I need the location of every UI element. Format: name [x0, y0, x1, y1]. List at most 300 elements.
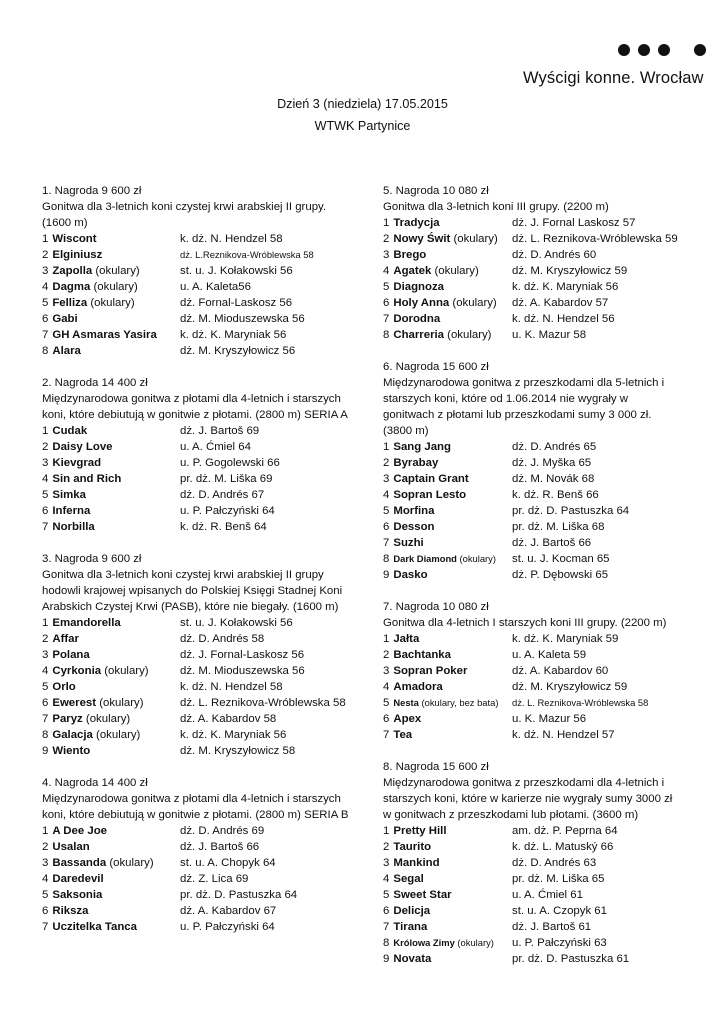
entry-row — [42, 471, 362, 487]
jockey-weight: dż. J. Myška 65 — [512, 457, 592, 469]
horse-cell — [42, 295, 180, 311]
horse-note: (okulary) — [431, 265, 479, 277]
horse-name: Segal — [393, 873, 424, 885]
horse-name: Cyrkonia — [52, 665, 102, 677]
horse-name: Królowa Zimy — [393, 937, 455, 948]
race-heading: 2. Nagroda 14 400 zł — [42, 377, 148, 389]
entry-row — [383, 263, 713, 279]
horse-cell — [383, 503, 512, 519]
horse-name: Dark Diamond — [393, 553, 457, 564]
entry-number: 3 — [383, 857, 390, 869]
horse-cell — [42, 503, 180, 519]
race-heading: 5. Nagroda 10 080 zł — [383, 185, 489, 197]
entry-number: 7 — [42, 921, 49, 933]
entry-number: 6 — [383, 713, 390, 725]
horse-cell — [42, 471, 180, 487]
horse-cell — [383, 551, 512, 567]
race-heading: 4. Nagroda 14 400 zł — [42, 777, 148, 789]
entry-number: 1 — [383, 633, 390, 645]
horse-cell — [42, 903, 180, 919]
race-description: Gonitwa dla 4-letnich I starszych koni III grupy. (2200 m) — [383, 617, 667, 629]
entry-row — [42, 231, 362, 247]
entry-number: 4 — [383, 489, 390, 501]
logo-dot-icon — [658, 44, 670, 56]
race-description: Międzynarodowa gonitwa z przeszkodami dla 4-letnich i — [383, 777, 665, 789]
horse-name: Sopran Lesto — [393, 489, 467, 501]
entry-row — [42, 711, 362, 727]
horse-note: (okulary) — [454, 937, 494, 948]
jockey-weight: dż. J. Bartoš 66 — [180, 841, 260, 853]
jockey-weight: dż. A. Kabardov 67 — [180, 905, 277, 917]
jockey-weight: pr. dż. D. Pastuszka 64 — [180, 889, 298, 901]
jockey-weight: u. A. Ćmiel 61 — [512, 889, 583, 901]
horse-cell — [42, 343, 180, 359]
entry-number: 1 — [383, 217, 390, 229]
horse-cell — [383, 695, 512, 711]
entry-row — [383, 823, 713, 839]
jockey-weight: pr. dż. D. Pastuszka 64 — [512, 505, 630, 517]
race-description: gonitwach z płotami lub przeszkodami sumy 3 000 zł. — [383, 409, 652, 421]
entry-number: 2 — [383, 649, 390, 661]
entry-row — [383, 711, 713, 727]
entry-row — [383, 519, 713, 535]
horse-cell — [42, 647, 180, 663]
jockey-weight: k. dż. K. Maryniak 56 — [512, 281, 619, 293]
right-column — [383, 183, 713, 983]
jockey-weight: dż. M. Mioduszewska 56 — [180, 313, 305, 325]
entry-number: 8 — [42, 345, 49, 357]
entry-number: 5 — [383, 281, 390, 293]
entry-row — [42, 311, 362, 327]
race-heading: 3. Nagroda 9 600 zł — [42, 553, 142, 565]
horse-cell — [383, 903, 512, 919]
race-description: Gonitwa dla 3-letnich koni czystej krwi arabskiej II grupy — [42, 569, 324, 581]
jockey-weight: dż. D. Andrés 58 — [180, 633, 265, 645]
horse-name: Amadora — [393, 681, 443, 693]
entry-row — [42, 727, 362, 743]
horse-name: A Dee Joe — [52, 825, 107, 837]
horse-note: (okulary) — [449, 297, 497, 309]
entry-number: 2 — [42, 633, 49, 645]
entry-row — [42, 647, 362, 663]
entry-number: 4 — [383, 681, 390, 693]
race-heading: 7. Nagroda 10 080 zł — [383, 601, 489, 613]
jockey-weight: dż. J. Fornal Laskosz 57 — [512, 217, 636, 229]
horse-note: (okulary) — [92, 729, 141, 741]
entry-row — [42, 631, 362, 647]
horse-cell — [42, 695, 180, 711]
jockey-weight: pr. dż. M. Liška 68 — [512, 521, 605, 533]
entry-number: 2 — [383, 233, 390, 245]
horse-cell — [42, 855, 180, 871]
horse-name: Nesta — [393, 697, 419, 708]
jockey-weight: dż. D. Andrés 65 — [512, 441, 597, 453]
logo-text: Wyścigi konne. Wrocław — [523, 69, 704, 87]
horse-name: Captain Grant — [393, 473, 469, 485]
horse-cell — [42, 231, 180, 247]
race-description: Międzynarodowa gonitwa z płotami dla 4-letnich i starszych — [42, 393, 341, 405]
entry-number: 2 — [383, 457, 390, 469]
entry-row — [42, 887, 362, 903]
horse-name: GH Asmaras Yasira — [52, 329, 157, 341]
entry-row — [42, 743, 362, 759]
horse-cell — [383, 887, 512, 903]
entry-row — [383, 919, 713, 935]
horse-note: (okulary) — [106, 857, 154, 869]
jockey-weight: dż. M. Kryszyłowicz 59 — [512, 265, 628, 277]
jockey-weight: dż. M. Mioduszewska 56 — [180, 665, 305, 677]
horse-cell — [383, 631, 512, 647]
entry-row — [383, 567, 713, 583]
logo-dot-icon — [638, 44, 650, 56]
jockey-weight: pr. dż. M. Liška 69 — [180, 473, 273, 485]
horse-cell — [383, 487, 512, 503]
horse-cell — [383, 519, 512, 535]
horse-name: Usalan — [52, 841, 90, 853]
horse-name: Dasko — [393, 569, 428, 581]
entry-number: 8 — [383, 553, 390, 565]
horse-note: (okulary) — [96, 697, 144, 709]
entry-number: 6 — [383, 521, 390, 533]
entry-row — [383, 887, 713, 903]
horse-cell — [383, 231, 512, 247]
jockey-weight: u. P. Pałczyński 64 — [180, 505, 275, 517]
horse-note: (okulary) — [444, 329, 492, 341]
entry-number: 5 — [383, 697, 390, 709]
jockey-weight: u. A. Kaleta56 — [180, 281, 251, 293]
entry-row — [42, 519, 362, 535]
jockey-weight: dż. L. Reznikova-Wróblewska 58 — [512, 697, 649, 708]
horse-name: Ewerest — [52, 697, 97, 709]
entry-row — [42, 503, 362, 519]
horse-cell — [383, 215, 512, 231]
entry-row — [42, 839, 362, 855]
horse-name: Emandorella — [52, 617, 121, 629]
jockey-weight: u. K. Mazur 58 — [512, 329, 587, 341]
entry-row — [383, 839, 713, 855]
horse-cell — [42, 711, 180, 727]
horse-cell — [42, 615, 180, 631]
horse-name: Sopran Poker — [393, 665, 468, 677]
entry-number: 7 — [383, 729, 390, 741]
jockey-weight: k. dż. R. Benš 64 — [180, 521, 267, 533]
jockey-weight: k. dż. N. Hendzel 56 — [512, 313, 615, 325]
entry-row — [383, 439, 713, 455]
horse-cell — [383, 727, 512, 743]
horse-note: (okulary) — [92, 265, 140, 277]
jockey-weight: dż. M. Novák 68 — [512, 473, 595, 485]
horse-name: Zapolla — [52, 265, 93, 277]
entry-number: 4 — [42, 665, 49, 677]
horse-note: (okulary) — [101, 665, 149, 677]
entry-number: 2 — [42, 441, 49, 453]
horse-cell — [383, 295, 512, 311]
horse-name: Diagnoza — [393, 281, 444, 293]
horse-name: Galacja — [52, 729, 93, 741]
entry-row — [42, 439, 362, 455]
entry-number: 4 — [383, 265, 390, 277]
race-description: hodowli krajowej wpisanych do Polskiej Księgi Stadnej Koni — [42, 585, 343, 597]
horse-name: Sang Jang — [393, 441, 451, 453]
entry-number: 3 — [383, 249, 390, 261]
horse-name: Delicja — [393, 905, 431, 917]
jockey-weight: dż. D. Andrés 69 — [180, 825, 265, 837]
race-heading: 1. Nagroda 9 600 zł — [42, 185, 142, 197]
horse-name: Cudak — [52, 425, 88, 437]
horse-name: Daredevil — [52, 873, 104, 885]
entry-number: 3 — [42, 265, 49, 277]
race-description: Międzynarodowa gonitwa z płotami dla 4-letnich i starszych — [42, 793, 341, 805]
horse-note: (okulary, bez bata) — [418, 697, 499, 708]
horse-name: Kievgrad — [52, 457, 102, 469]
horse-name: Dorodna — [393, 313, 441, 325]
entry-row — [42, 295, 362, 311]
horse-cell — [42, 263, 180, 279]
jockey-weight: dż. M. Kryszyłowicz 59 — [512, 681, 628, 693]
horse-cell — [42, 439, 180, 455]
entry-number: 4 — [383, 873, 390, 885]
horse-cell — [383, 263, 512, 279]
horse-cell — [383, 455, 512, 471]
horse-name: Inferna — [52, 505, 91, 517]
horse-cell — [42, 727, 180, 743]
entry-row — [42, 615, 362, 631]
jockey-weight: dż. J. Bartoš 66 — [512, 537, 592, 549]
jockey-weight: k. dż. K. Maryniak 59 — [512, 633, 619, 645]
horse-name: Felliza — [52, 297, 88, 309]
entry-number: 5 — [383, 505, 390, 517]
entry-number: 1 — [42, 425, 49, 437]
entry-row — [42, 903, 362, 919]
entry-number: 4 — [42, 281, 49, 293]
jockey-weight: dż. D. Andrés 67 — [180, 489, 265, 501]
horse-cell — [42, 423, 180, 439]
entry-row — [383, 679, 713, 695]
entry-number: 7 — [383, 537, 390, 549]
horse-name: Dagma — [52, 281, 91, 293]
horse-name: Jałta — [393, 633, 420, 645]
horse-name: Tirana — [393, 921, 428, 933]
race-description: w gonitwach z przeszkodami lub płotami. (3600 m) — [383, 809, 639, 821]
entry-row — [383, 871, 713, 887]
race-block — [383, 599, 713, 743]
entry-row — [42, 871, 362, 887]
entry-row — [42, 423, 362, 439]
horse-name: Alara — [52, 345, 81, 357]
entry-row — [42, 327, 362, 343]
entry-row — [383, 279, 713, 295]
jockey-weight: k. dż. L. Matuský 66 — [512, 841, 614, 853]
entry-row — [383, 855, 713, 871]
jockey-weight: st. u. A. Czopyk 61 — [512, 905, 607, 917]
race-block — [383, 359, 713, 583]
entry-number: 9 — [383, 569, 390, 581]
horse-cell — [42, 919, 180, 935]
entry-number: 6 — [383, 905, 390, 917]
jockey-weight: k. dż. K. Maryniak 56 — [180, 329, 287, 341]
entry-row — [383, 503, 713, 519]
race-description: Arabskich Czystej Krwi (PASB), które nie biegały. (1600 m) — [42, 601, 339, 613]
horse-name: Paryz — [52, 713, 83, 725]
horse-name: Brego — [393, 249, 427, 261]
jockey-weight: dż. D. Andrés 60 — [512, 249, 597, 261]
entry-number: 7 — [42, 713, 49, 725]
horse-cell — [383, 567, 512, 583]
jockey-weight: u. A. Kaleta 59 — [512, 649, 587, 661]
entry-number: 8 — [42, 729, 49, 741]
jockey-weight: dż. A. Kabardov 60 — [512, 665, 609, 677]
jockey-weight: dż. L.Reznikova-Wróblewska 58 — [180, 249, 314, 260]
horse-note: (okulary) — [82, 713, 131, 725]
jockey-weight: dż. Fornal-Laskosz 56 — [180, 297, 293, 309]
horse-name: Sin and Rich — [52, 473, 122, 485]
jockey-weight: k. dż. R. Benš 66 — [512, 489, 599, 501]
race-description: (3800 m) — [383, 425, 429, 437]
jockey-weight: u. P. Gogolewski 66 — [180, 457, 280, 469]
entry-number: 5 — [42, 297, 49, 309]
entry-number: 7 — [42, 521, 49, 533]
horse-name: Sweet Star — [393, 889, 452, 901]
horse-cell — [383, 951, 512, 967]
race-description: Międzynarodowa gonitwa z przeszkodami dla 5-letnich i — [383, 377, 665, 389]
horse-cell — [383, 679, 512, 695]
race-block — [42, 775, 362, 935]
jockey-weight: pr. dż. D. Pastuszka 61 — [512, 953, 630, 965]
jockey-weight: st. u. A. Chopyk 64 — [180, 857, 276, 869]
horse-name: Suzhi — [393, 537, 424, 549]
jockey-weight: u. P. Pałczyński 64 — [180, 921, 275, 933]
entry-number: 5 — [42, 489, 49, 501]
jockey-weight: k. dż. N. Hendzel 58 — [180, 681, 283, 693]
jockey-weight: st. u. J. Kołakowski 56 — [180, 265, 293, 277]
entry-row — [42, 279, 362, 295]
jockey-weight: am. dż. P. Peprna 64 — [512, 825, 618, 837]
entry-number: 1 — [42, 617, 49, 629]
horse-name: Holy Anna — [393, 297, 450, 309]
entry-number: 6 — [42, 905, 49, 917]
jockey-weight: dż. P. Dębowski 65 — [512, 569, 609, 581]
entry-row — [383, 455, 713, 471]
horse-cell — [42, 311, 180, 327]
entry-number: 6 — [42, 505, 49, 517]
entry-row — [42, 343, 362, 359]
entry-number: 5 — [42, 889, 49, 901]
entry-number: 5 — [383, 889, 390, 901]
entry-number: 1 — [383, 441, 390, 453]
horse-cell — [383, 935, 512, 951]
entry-row — [383, 903, 713, 919]
logo-dot-icon — [618, 44, 630, 56]
horse-cell — [383, 855, 512, 871]
entry-number: 7 — [42, 329, 49, 341]
entry-row — [383, 935, 713, 951]
entry-row — [383, 631, 713, 647]
race-heading: 8. Nagroda 15 600 zł — [383, 761, 489, 773]
entry-number: 3 — [42, 857, 49, 869]
entry-row — [383, 663, 713, 679]
race-block — [42, 551, 362, 759]
entry-number: 6 — [42, 313, 49, 325]
entry-number: 2 — [42, 841, 49, 853]
entry-row — [383, 215, 713, 231]
entry-number: 2 — [42, 249, 49, 261]
entry-number: 8 — [383, 329, 390, 341]
horse-cell — [383, 663, 512, 679]
entry-number: 1 — [383, 825, 390, 837]
entry-row — [383, 327, 713, 343]
horse-cell — [383, 647, 512, 663]
entry-number: 1 — [42, 233, 49, 245]
entry-number: 7 — [383, 313, 390, 325]
horse-name: Wiento — [52, 745, 91, 757]
entry-number: 1 — [42, 825, 49, 837]
entry-number: 4 — [42, 873, 49, 885]
horse-cell — [383, 871, 512, 887]
horse-name: Taurito — [393, 841, 432, 853]
jockey-weight: k. dż. N. Hendzel 58 — [180, 233, 283, 245]
entry-number: 4 — [42, 473, 49, 485]
entry-number: 6 — [383, 297, 390, 309]
horse-name: Agatek — [393, 265, 432, 277]
jockey-weight: u. P. Pałczyński 63 — [512, 937, 607, 949]
race-block — [383, 183, 713, 343]
entry-number: 5 — [42, 681, 49, 693]
horse-cell — [383, 711, 512, 727]
horse-name: Norbilla — [52, 521, 95, 533]
race-block — [383, 759, 713, 967]
entry-row — [383, 231, 713, 247]
entry-row — [383, 951, 713, 967]
horse-name: Daisy Love — [52, 441, 113, 453]
jockey-weight: dż. J. Bartoš 69 — [180, 425, 260, 437]
horse-name: Polana — [52, 649, 90, 661]
horse-cell — [42, 679, 180, 695]
horse-cell — [42, 455, 180, 471]
horse-name: Bachtanka — [393, 649, 451, 661]
horse-cell — [383, 535, 512, 551]
horse-name: Tea — [393, 729, 413, 741]
jockey-weight: pr. dż. M. Liška 65 — [512, 873, 605, 885]
jockey-weight: dż. A. Kabardov 57 — [512, 297, 609, 309]
entry-row — [42, 823, 362, 839]
entry-number: 9 — [42, 745, 49, 757]
race-block — [42, 183, 362, 359]
horse-cell — [42, 871, 180, 887]
entry-number: 3 — [42, 649, 49, 661]
race-description: (1600 m) — [42, 217, 88, 229]
race-heading: 6. Nagroda 15 600 zł — [383, 361, 489, 373]
jockey-weight: st. u. J. Kocman 65 — [512, 553, 610, 565]
entry-row — [383, 535, 713, 551]
race-description: starszych koni, które od 1.06.2014 nie wygrały w — [383, 393, 629, 405]
horse-cell — [383, 247, 512, 263]
horse-cell — [383, 311, 512, 327]
horse-name: Mankind — [393, 857, 440, 869]
venue-title: WTWK Partynice — [314, 119, 411, 133]
entry-row — [383, 695, 713, 711]
horse-cell — [383, 839, 512, 855]
horse-name: Byrabay — [393, 457, 439, 469]
horse-note: (okulary) — [456, 553, 496, 564]
horse-cell — [383, 279, 512, 295]
horse-cell — [383, 327, 512, 343]
horse-cell — [42, 887, 180, 903]
page-title: Dzień 3 (niedziela) 17.05.2015 — [277, 97, 448, 111]
horse-name: Elginiusz — [52, 249, 103, 261]
entry-row — [383, 487, 713, 503]
entry-row — [42, 263, 362, 279]
entry-row — [383, 471, 713, 487]
